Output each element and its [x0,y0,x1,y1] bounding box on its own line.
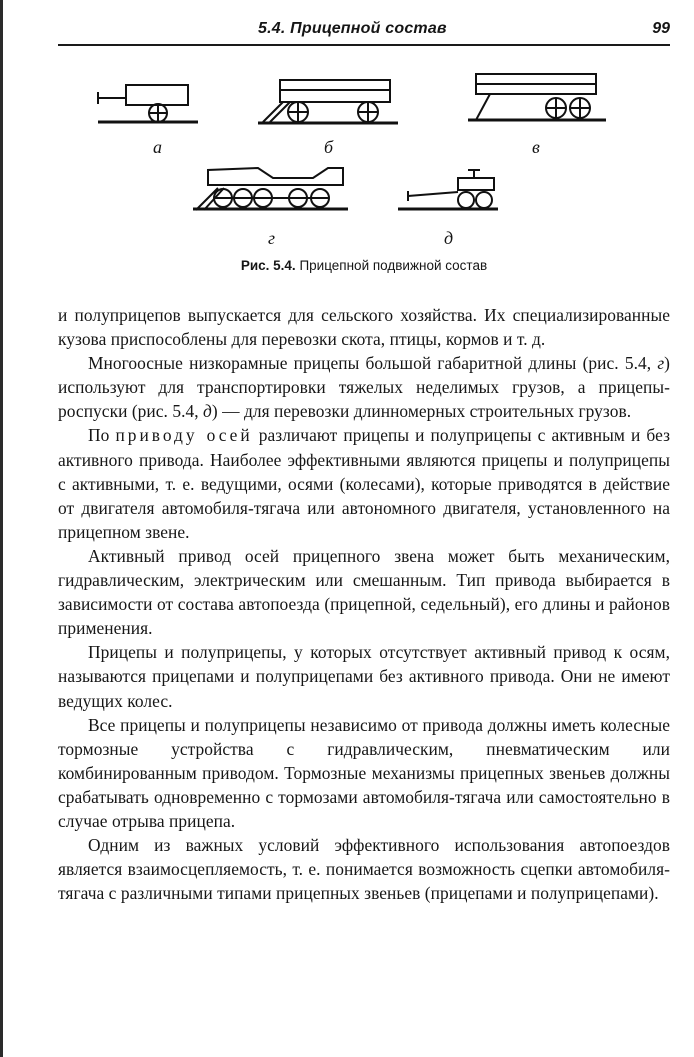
figure-label-d: д [444,228,454,248]
figure-label-b: б [324,137,334,157]
figure-5-4 [58,60,670,290]
figure-ref-g: г [657,353,665,374]
trailer-g-drawing [193,168,348,210]
paragraph-5: Прицепы и полуприцепы, у которых отсутствует активный привод к осям, называются прицепами и полуприцепами без активного привода. Они не имеют ведущих колес. [58,642,670,711]
trailer-b-drawing [258,80,398,123]
trailer-a-drawing [98,85,198,122]
paragraph-3 [58,423,670,543]
paragraph-2 [58,351,670,423]
paragraph-3-part-2: различают прицепы и полуприцепы с активным и без активного привода. Наиболее эффективными являются прицепы и полуприцепы с активными, т. е. ведущими, осями (колесами), которые приводятся в действие от двигателя автомобиля-тягача или автономного двигателя, установленного на прицепном звене. [58,425,670,542]
trailers-illustration [58,60,670,260]
trailer-d-drawing [398,170,498,209]
body-text [58,303,670,905]
figure-label-g: г [268,228,276,248]
caption-label: Рис. 5.4. [240,258,296,273]
figure-label-a: а [153,137,162,157]
emphasized-term: приводу осей [115,425,253,446]
paragraph-3-part-1: По [88,425,116,446]
running-title: 5.4. Прицепной состав [258,20,447,37]
paragraph-1: и полуприцепов выпускается для сельского хозяйства. Их специализированные кузова приспособлены для перевозки скота, птицы, кормов и т. д. [58,305,670,350]
trailer-v-drawing [468,74,606,120]
running-header [58,18,670,46]
paragraph-6: Все прицепы и полуприцепы независимо от привода должны иметь колесные тормозные устройства с гидравлическим, пневматическим или комбинированным приводом. Тормозные механизмы прицепных звеньев должны срабатывать одновременно с тормозами автомобиля-тягача или самостоятельно в случае отрыва прицепа. [58,714,670,831]
figure-caption [58,258,670,273]
paragraph-7: Одним из важных условий эффективного использования автопоездов является взаимосцепляемость, т. е. понимается возможность сцепки автомобиля-тягача с различными типами прицепных звеньев (прицепами и полуприцепами). [58,835,670,904]
paragraph-2-part-3: ) — для перевозки длинномерных строительных грузов. [211,401,632,422]
paragraph-4: Активный привод осей прицепного звена может быть механическим, гидравлическим, электрическим или смешанным. Тип привода выбирается в зависимости от состава автопоезда (прицепной, седельный), его длины и районов применения. [58,545,670,639]
figure-ref-d: д [203,401,212,422]
page-edge-rule [0,0,3,1057]
caption-text: Прицепной подвижной состав [299,258,488,273]
paragraph-2-part-2: ) используют для транспортировки тяжелых неделимых грузов, а прицепы-роспуски (рис. 5.4, [58,353,670,422]
paragraph-2-part-1: Многоосные низкорамные прицепы большой габаритной длины (рис. 5.4, [88,353,658,374]
figure-label-v: в [532,137,540,157]
page-number: 99 [652,20,670,37]
